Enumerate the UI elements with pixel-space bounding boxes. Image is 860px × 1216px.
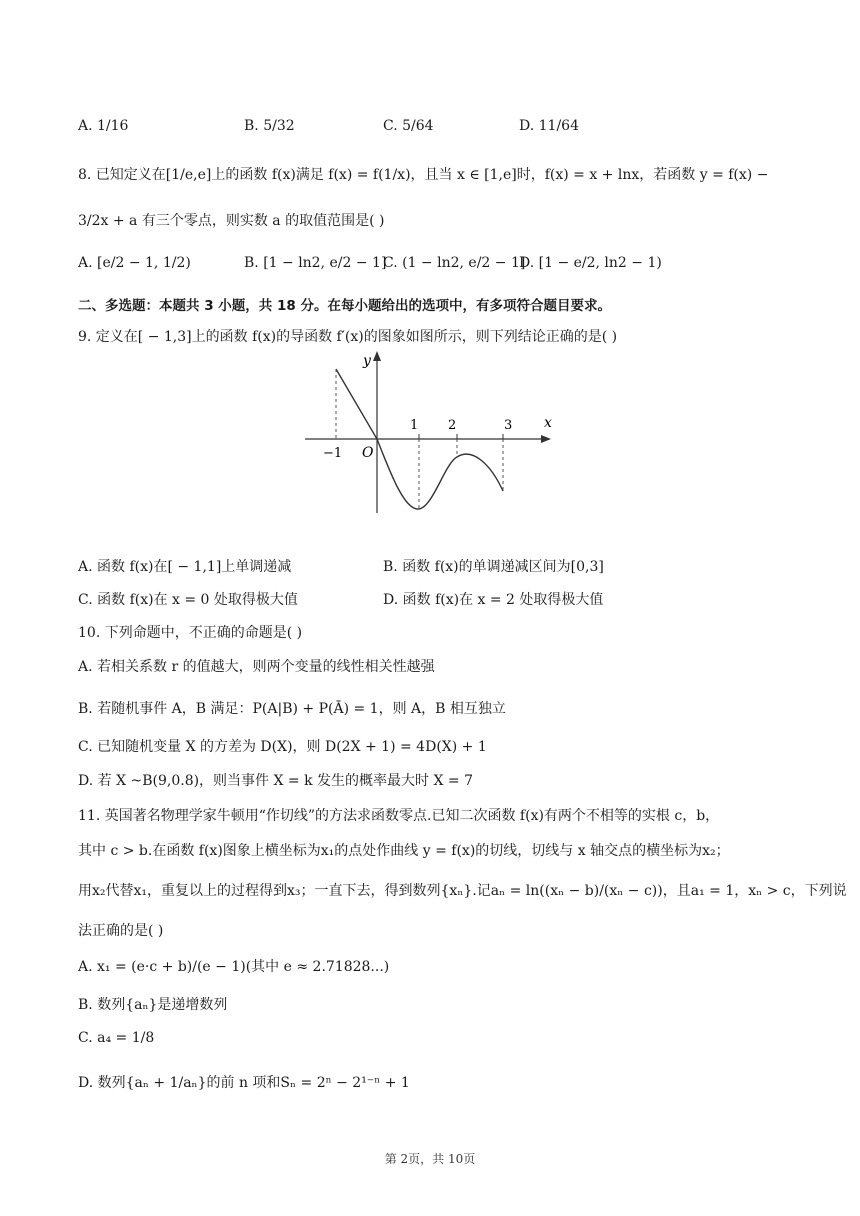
label-x: x [544,415,552,431]
q10-option-d: D. 若 X ~B(9,0.8)，则当事件 X = k 发生的概率最大时 X = 7 [78,773,473,789]
q11-option-b: B. 数列{aₙ}是递增数列 [78,997,228,1013]
page-footer: 第 2页，共 10页 [384,1152,476,1166]
q8-stem-line2: 3/2x + a 有三个零点，则实数 a 的取值范围是( ) [78,213,385,229]
label-3: 3 [504,418,513,433]
label-origin: O [362,445,374,461]
q10-option-b: B. 若随机事件 A，B 满足：P(A|B) + P(Ā) = 1，则 A，B 相互独立 [78,701,506,717]
x-axis-arrow [541,435,551,443]
q8-option-a: A. [e/2 − 1, 1/2) [78,255,191,271]
q9-option-a: A. 函数 f(x)在[ − 1,1]上单调递减 [78,559,292,575]
q9-option-d: D. 函数 f(x)在 x = 2 处取得极大值 [383,592,604,608]
section-heading: 二、多选题：本题共 3 小题，共 18 分。在每小题给出的选项中，有多项符合题目要求。 [78,298,611,314]
q8-option-b: B. [1 − ln2, e/2 − 1] [244,255,387,271]
derivative-graph [295,345,565,520]
q11-option-d: D. 数列{aₙ + 1/aₙ}的前 n 项和Sₙ = 2ⁿ − 2¹⁻ⁿ + 1 [78,1075,410,1091]
q11-stem-line2: 其中 c > b.在函数 f(x)图象上横坐标为x₁的点处作曲线 y = f(x)的切线，切线与 x 轴交点的横坐标为x₂； [78,843,730,859]
q11-stem-line3: 用x₂代替x₁，重复以上的过程得到x₃；一直下去，得到数列{xₙ}.记aₙ = ln((xₙ − b)/(xₙ − c))，且a₁ = 1，xₙ > c，下列说 [78,883,847,899]
label-neg1: −1 [323,446,343,461]
label-1: 1 [410,418,419,433]
q7-option-c: C. 5/64 [383,118,434,134]
q8-option-c: C. (1 − ln2, e/2 − 1] [383,255,526,271]
q7-option-b: B. 5/32 [244,118,295,134]
q9-option-c: C. 函数 f(x)在 x = 0 处取得极大值 [78,592,298,608]
q10-option-c: C. 已知随机变量 X 的方差为 D(X)，则 D(2X + 1) = 4D(X) + 1 [78,739,487,755]
label-2: 2 [448,418,457,433]
q9-option-b: B. 函数 f(x)的单调递减区间为[0,3] [383,559,604,575]
q11-stem-line4: 法正确的是( ) [78,923,164,939]
q10-stem: 10. 下列命题中，不正确的命题是( ) [78,625,303,641]
q11-stem-line1: 11. 英国著名物理学家牛顿用“作切线”的方法求函数零点.已知二次函数 f(x)有两个不相等的实根 c，b， [78,808,720,824]
q11-option-a: A. x₁ = (e·c + b)/(e − 1)(其中 e ≈ 2.71828...) [78,959,390,975]
q8-stem-line1: 8. 已知定义在[1/e,e]上的函数 f(x)满足 f(x) = f(1/x)，且当 x ∈ [1,e]时，f(x) = x + lnx，若函数 y = f(x) − [78,167,769,183]
label-y: y [363,353,371,369]
q10-option-a: A. 若相关系数 r 的值越大，则两个变量的线性相关性越强 [78,659,435,675]
q7-option-a: A. 1/16 [78,118,129,134]
y-axis-arrow [373,351,381,361]
q7-option-d: D. 11/64 [519,118,579,134]
q8-option-d: D. [1 − e/2, ln2 − 1) [519,255,662,271]
q11-option-c: C. a₄ = 1/8 [78,1030,155,1046]
q9-stem: 9. 定义在[ − 1,3]上的函数 f(x)的导函数 f′(x)的图象如图所示，则下列结论正确的是( ) [78,329,618,345]
